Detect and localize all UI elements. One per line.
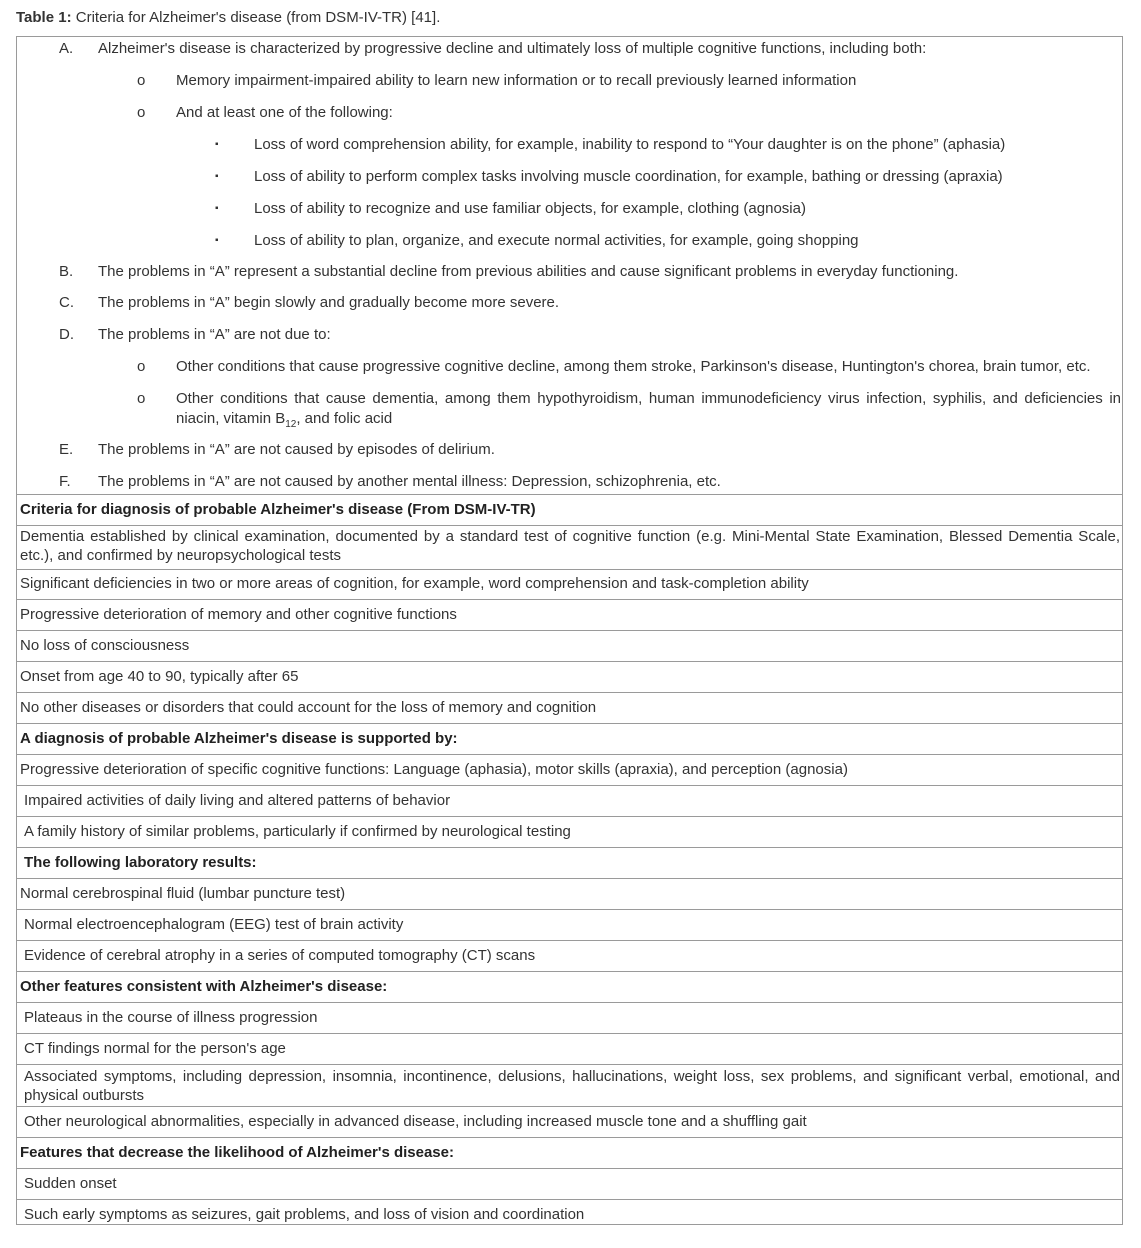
criterion-d-sub2-tail: , and folic acid — [296, 410, 393, 427]
row-text: Other neurological abnormalities, especially in advanced disease, including increased muscle tone and a shuffling gait — [24, 1113, 807, 1130]
criterion-letter: B. — [59, 263, 74, 280]
section-header-row — [17, 1138, 1122, 1169]
row-text: Sudden onset — [24, 1175, 117, 1192]
dsm-criteria-list — [17, 37, 1122, 495]
section-header: Criteria for diagnosis of probable Alzheimer's disease (From DSM-IV-TR) — [20, 501, 536, 518]
row-text: A family history of similar problems, particularly if confirmed by neurological testing — [24, 823, 571, 840]
criterion-letter: F. — [59, 473, 71, 490]
criterion-a-sub2: And at least one of the following: — [176, 104, 393, 121]
criterion-e-text: The problems in “A” are not caused by episodes of delirium. — [98, 441, 495, 458]
criterion-letter: C. — [59, 294, 74, 311]
criterion-c-text: The problems in “A” begin slowly and gradually become more severe. — [98, 294, 560, 311]
square-bullet-marker: ▪ — [215, 139, 219, 150]
row-text: No other diseases or disorders that could account for the loss of memory and cognition — [20, 699, 597, 716]
table-row — [17, 941, 1122, 972]
table-row — [17, 600, 1122, 631]
sub-bullet-marker: o — [137, 72, 146, 89]
table-row — [17, 1200, 1122, 1231]
row-text: Impaired activities of daily living and altered patterns of behavior — [24, 792, 451, 809]
table-row — [17, 1003, 1122, 1034]
table-caption-label: Table 1: — [16, 9, 72, 26]
table-row — [17, 526, 1122, 570]
row-text: Normal electroencephalogram (EEG) test of brain activity — [24, 916, 404, 933]
sub-bullet-marker: o — [137, 390, 146, 407]
criterion-f-text: The problems in “A” are not caused by another mental illness: Depression, schizophrenia, etc. — [98, 473, 721, 490]
table-row — [17, 1107, 1122, 1138]
criterion-a-bullet: Loss of ability to recognize and use familiar objects, for example, clothing (agnosia) — [254, 200, 806, 217]
criterion-d-text: The problems in “A” are not due to: — [98, 326, 331, 343]
table-caption — [16, 9, 440, 26]
criterion-b-text: The problems in “A” represent a substantial decline from previous abilities and cause significant problems in everyday functioning. — [98, 263, 959, 280]
table-row — [17, 786, 1122, 817]
row-text: Such early symptoms as seizures, gait problems, and loss of vision and coordination — [24, 1206, 585, 1223]
row-text: Onset from age 40 to 90, typically after 65 — [20, 668, 299, 685]
table-row — [17, 879, 1122, 910]
table-row — [17, 910, 1122, 941]
table-row — [17, 662, 1122, 693]
table-row — [17, 631, 1122, 662]
row-text: No loss of consciousness — [20, 637, 190, 654]
section-header-row — [17, 724, 1122, 755]
criterion-letter: A. — [59, 40, 74, 57]
criterion-a-text: Alzheimer's disease is characterized by progressive decline and ultimately loss of multiple cognitive functions, including both: — [98, 40, 927, 57]
table-caption-text: Criteria for Alzheimer's disease (from DSM-IV-TR) [41]. — [75, 9, 441, 26]
row-text: Progressive deterioration of specific cognitive functions: Language (aphasia), motor skills (apraxia), and perception (agnosia) — [20, 761, 848, 778]
section-header-row — [17, 495, 1122, 526]
criterion-letter: E. — [59, 441, 74, 458]
criterion-d-sub2 — [176, 389, 1121, 435]
square-bullet-marker: ▪ — [215, 203, 219, 214]
square-bullet-marker: ▪ — [215, 171, 219, 182]
row-text: Normal cerebrospinal fluid (lumbar puncture test) — [20, 885, 346, 902]
criterion-d-sub2-main: Other conditions that cause dementia, among them hypothyroidism, human immunodeficiency virus infection, syphilis, and deficiencies in niacin, vitamin B — [176, 390, 1121, 427]
criterion-a-bullet: Loss of ability to plan, organize, and execute normal activities, for example, going shopping — [254, 232, 859, 249]
section-header-row — [17, 848, 1122, 879]
row-text: Associated symptoms, including depression, insomnia, incontinence, delusions, hallucinations, weight loss, sex problems, and significant verbal, emotional, and physical outbursts — [24, 1068, 1120, 1104]
table-row — [17, 570, 1122, 600]
sub-bullet-marker: o — [137, 358, 146, 375]
criterion-letter: D. — [59, 326, 74, 343]
table-row — [17, 693, 1122, 724]
square-bullet-marker: ▪ — [215, 235, 219, 246]
table-row — [17, 755, 1122, 786]
criterion-a-bullet: Loss of ability to perform complex tasks involving muscle coordination, for example, bathing or dressing (apraxia) — [254, 168, 1003, 185]
criteria-table — [16, 36, 1123, 1225]
row-text: Significant deficiencies in two or more areas of cognition, for example, word comprehension and task-completion ability — [20, 575, 809, 592]
row-text: CT findings normal for the person's age — [24, 1040, 286, 1057]
table-row — [17, 1065, 1122, 1107]
row-text: Dementia established by clinical examination, documented by a standard test of cognitive function (e.g. Mini-Mental State Examination, Blessed Dementia Scale, etc.), and confirmed by neuropsychological tests — [20, 528, 1120, 564]
section-header-row — [17, 972, 1122, 1003]
table-row — [17, 1034, 1122, 1065]
section-header: Features that decrease the likelihood of Alzheimer's disease: — [20, 1144, 454, 1161]
section-header: Other features consistent with Alzheimer's disease: — [20, 978, 388, 995]
table-row — [17, 817, 1122, 848]
section-header: The following laboratory results: — [24, 854, 257, 871]
section-header: A diagnosis of probable Alzheimer's disease is supported by: — [20, 730, 458, 747]
row-text: Plateaus in the course of illness progression — [24, 1009, 318, 1026]
criterion-a-bullet: Loss of word comprehension ability, for example, inability to respond to “Your daughter is on the phone” (aphasia) — [254, 136, 1006, 153]
table-row — [17, 1169, 1122, 1200]
sub-bullet-marker: o — [137, 104, 146, 121]
criterion-d-sub1: Other conditions that cause progressive cognitive decline, among them stroke, Parkinson's disease, Huntington's chorea, brain tumor, etc. — [176, 358, 1091, 375]
criterion-a-sub1: Memory impairment-impaired ability to learn new information or to recall previously learned information — [176, 72, 857, 89]
vitamin-subscript: 12 — [285, 419, 297, 430]
row-text: Progressive deterioration of memory and other cognitive functions — [20, 606, 457, 623]
row-text: Evidence of cerebral atrophy in a series of computed tomography (CT) scans — [24, 947, 536, 964]
